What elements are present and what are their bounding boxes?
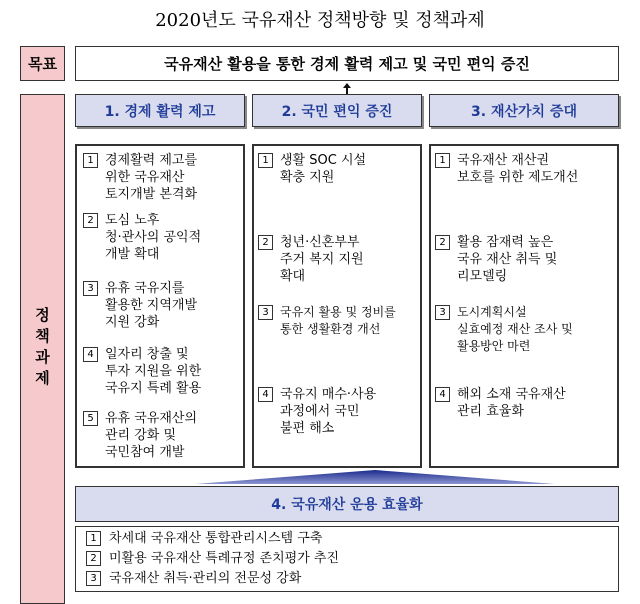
list-item: 2 도심 노후 청·관사의 공익적 개발 확대 xyxy=(83,212,201,263)
triangle-up-icon xyxy=(195,470,555,484)
list-item: 3 도시계획시설 실효예정 재산 조사 및 활용방안 마련 xyxy=(435,304,573,355)
list-item: 4 국유지 매수·사용 과정에서 국민 불편 해소 xyxy=(258,386,376,437)
category-economy-header: 1. 경제 활력 제고 xyxy=(75,94,245,127)
category-convenience-header: 2. 국민 편익 증진 xyxy=(252,94,422,127)
list-item: 2 활용 잠재력 높은 국유 재산 취득 및 리모델링 xyxy=(435,234,557,285)
category-asset-value-header: 3. 재산가치 증대 xyxy=(429,94,619,127)
category-convenience-list xyxy=(252,144,422,468)
goal-text: 국유재산 활용을 통한 경제 활력 제고 및 국민 편익 증진 xyxy=(75,46,619,81)
list-item: 2 미활용 국유재산 특례규정 존치평가 추진 xyxy=(86,550,339,567)
list-item: 1 생활 SOC 시설 확충 지원 xyxy=(258,152,366,186)
list-item: 1 국유재산 재산권 보호를 위한 제도개선 xyxy=(435,152,578,186)
list-item: 1 경제활력 제고를 위한 국유재산 토지개발 본격화 xyxy=(83,152,197,203)
list-item: 3 국유재산 취득·관리의 전문성 강화 xyxy=(86,570,301,587)
policy-tasks-label-text: 정책과제 xyxy=(33,307,51,391)
list-item: 3 국유지 활용 및 정비를 통한 생활환경 개선 xyxy=(258,304,396,338)
category-efficiency-list xyxy=(75,526,619,592)
list-item: 3 유휴 국유지를 활용한 지역개발 지원 강화 xyxy=(83,280,197,331)
list-item: 4 일자리 창출 및 투자 지원을 위한 국유지 특례 활용 xyxy=(83,346,201,397)
category-asset-value-list xyxy=(429,144,619,468)
page-title: 2020년도 국유재산 정책방향 및 정책과제 xyxy=(155,10,485,31)
list-item: 5 유휴 국유재산의 관리 강화 및 국민참여 개발 xyxy=(83,410,197,461)
list-item: 2 청년·신혼부부 주거 복지 지원 확대 xyxy=(258,234,364,285)
category-economy-list xyxy=(75,144,245,468)
list-item: 4 해외 소재 국유재산 관리 효율화 xyxy=(435,386,566,420)
policy-tasks-label xyxy=(20,94,65,604)
list-item: 1 차세대 국유재산 통합관리시스템 구축 xyxy=(86,530,322,547)
goal-label: 목표 xyxy=(20,46,65,81)
category-efficiency-header: 4. 국유재산 운용 효율화 xyxy=(75,486,619,522)
